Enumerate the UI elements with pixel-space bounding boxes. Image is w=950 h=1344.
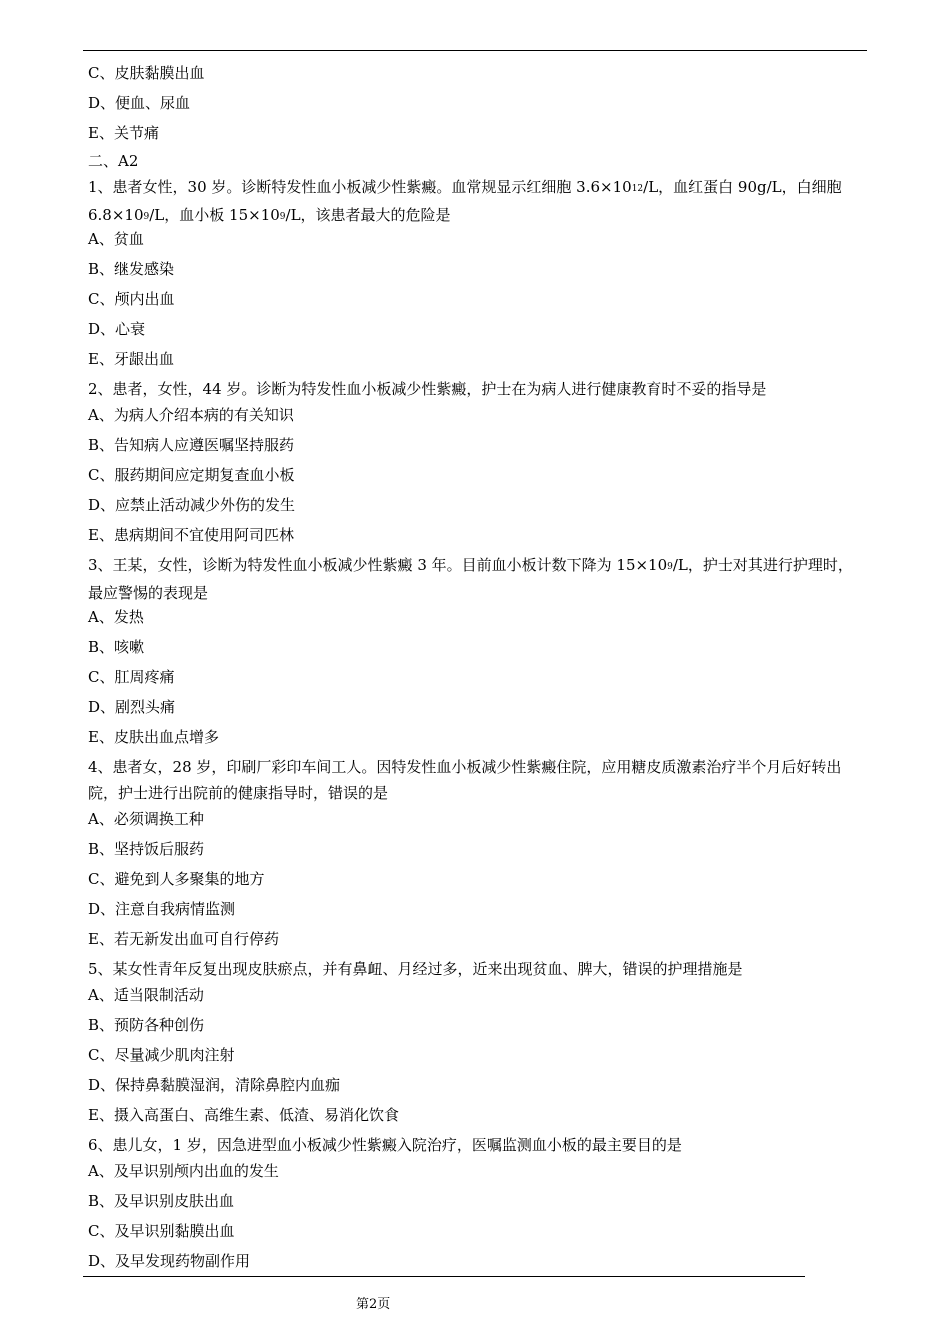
option-a: A、必须调换工种 (88, 810, 204, 828)
option-c: C、颅内出血 (88, 290, 175, 308)
question-stem: 6、患儿女，1 岁，因急进型血小板减少性紫癜入院治疗，医嘱监测血小板的最主要目的是 (88, 1136, 682, 1154)
section-header: 二、A2 (88, 152, 139, 170)
question-stem: 2、患者，女性，44 岁。诊断为特发性血小板减少性紫癜，护士在为病人进行健康教育时不妥的指导是 (88, 380, 767, 398)
option-d: D、及早发现药物副作用 (88, 1252, 251, 1270)
option-d: D、剧烈头痛 (88, 698, 176, 716)
option-a: A、适当限制活动 (88, 986, 204, 1004)
option-d: D、保持鼻黏膜湿润，清除鼻腔内血痂 (88, 1076, 341, 1094)
option-c: C、肛周疼痛 (88, 668, 175, 686)
option-c: C、避免到人多聚集的地方 (88, 870, 265, 888)
option-d: D、心衰 (88, 320, 146, 338)
option-e: E、牙龈出血 (88, 350, 174, 368)
question-stem: 4、患者女，28 岁，印刷厂彩印车间工人。因特发性血小板减少性紫癜住院，应用糖皮质激素治疗半个月后好转出院，护士进行出院前的健康指导时，错误的是 (88, 758, 842, 802)
option-e: E、关节痛 (88, 124, 159, 142)
option-a: A、贫血 (88, 230, 144, 248)
option-d: D、注意自我病情监测 (88, 900, 236, 918)
question-stem: 5、某女性青年反复出现皮肤瘀点，并有鼻衄、月经过多，近来出现贫血、脾大，错误的护理措施是 (88, 960, 743, 978)
question-3 (88, 552, 864, 754)
option-b: B、坚持饭后服药 (88, 840, 205, 858)
option-b: B、告知病人应遵医嘱坚持服药 (88, 436, 295, 454)
option-b: B、继发感染 (88, 260, 175, 278)
question-4 (88, 754, 864, 956)
option-c: C、及早识别黏膜出血 (88, 1222, 235, 1240)
header-rule (83, 50, 867, 51)
option-e: E、摄入高蛋白、高维生素、低渣、易消化饮食 (88, 1106, 399, 1124)
top-options (88, 60, 864, 150)
option-e: E、皮肤出血点增多 (88, 728, 219, 746)
document-body (88, 60, 864, 1278)
option-b: B、咳嗽 (88, 638, 145, 656)
footer-rule (83, 1276, 805, 1277)
question-2 (88, 376, 864, 552)
option-c: C、皮肤黏膜出血 (88, 64, 205, 82)
question-5 (88, 956, 864, 1132)
option-a: A、为病人介绍本病的有关知识 (88, 406, 294, 424)
page-number: 第2页 (356, 1297, 391, 1312)
option-d: D、应禁止活动减少外伤的发生 (88, 496, 296, 514)
option-b: B、预防各种创伤 (88, 1016, 205, 1034)
option-e: E、患病期间不宜使用阿司匹林 (88, 526, 294, 544)
option-d: D、便血、尿血 (88, 94, 191, 112)
option-e: E、若无新发出血可自行停药 (88, 930, 279, 948)
option-c: C、服药期间应定期复查血小板 (88, 466, 295, 484)
question-stem: 1、患者女性，30 岁。诊断特发性血小板减少性紫癜。血常规显示红细胞 $3.6\times 10^{12}/L$，血红蛋白 90g/L，白细胞 $6.8\times 10^9/L$，血小板 $15\times 10^9/L$，该患者最大的危险是 (88, 178, 842, 224)
option-b: B、及早识别皮肤出血 (88, 1192, 235, 1210)
option-a: A、及早识别颅内出血的发生 (88, 1162, 279, 1180)
option-c: C、尽量减少肌肉注射 (88, 1046, 235, 1064)
question-6 (88, 1132, 864, 1278)
question-1 (88, 174, 864, 376)
question-stem: 3、王某，女性，诊断为特发性血小板减少性紫癜 3 年。目前血小板计数下降为 $15\times 10^9/L$，护士对其进行护理时，最应警惕的表现是 (88, 556, 853, 602)
option-a: A、发热 (88, 608, 144, 626)
